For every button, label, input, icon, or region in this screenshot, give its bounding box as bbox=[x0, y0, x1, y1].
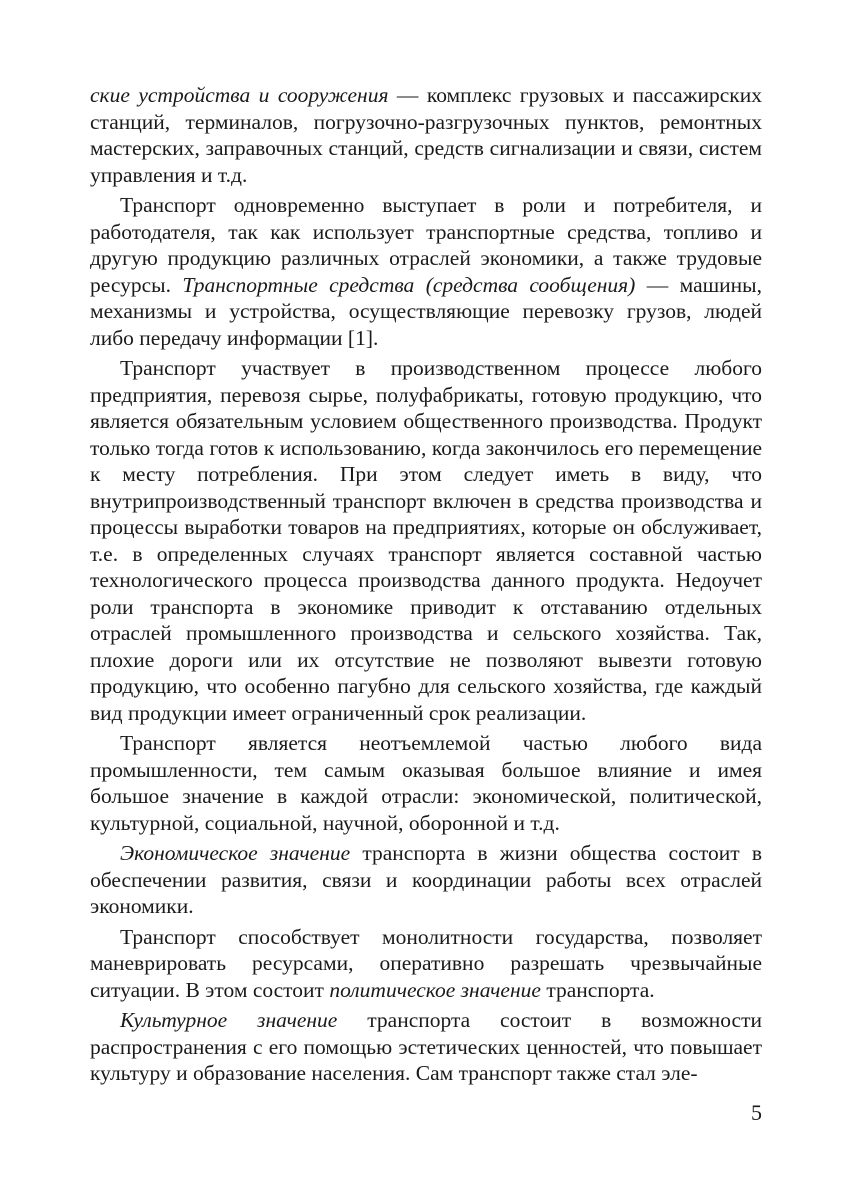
text-span: транспорта. bbox=[540, 977, 655, 1002]
paragraph-1 bbox=[90, 82, 762, 188]
text-span: Транспорт одновременно выступает в роли и потребителя, и работодателя, так как использует транспортные средства, топливо и другую продукцию различных отраслей экономики, а также трудовые ресурсы. bbox=[90, 193, 762, 297]
text-span: Транспорт участвует в производственном процессе любого предприятия, перевозя сырье, полуфабрикаты, готовую продукцию, что является обязательным условием общественного производства. Продукт только тогда готов к использованию, когда закончилось его перемещение к месту потребления. При этом следует иметь в виду, что внутрипроизводственный транспорт включен в средства производства и процессы выработки товаров на предприятиях, которые он обслуживает, т.е. в определенных случаях транспорт является составной частью технологического процесса производства данного продукта. Недоучет роли транспорта в экономике приводит к отставанию отдельных отраслей промышленного производства и сельского хозяйства. Так, плохие дороги или их отсутствие не позволяют вывезти готовую продукцию, что особенно пагубно для сельского хозяйства, где каждый вид продукции имеет ограниченный срок реализации. bbox=[90, 356, 762, 725]
paragraph-2 bbox=[90, 192, 762, 351]
paragraph-5 bbox=[90, 840, 762, 920]
text-span: транспорта состоит в возможности распространения с его помощью эстетических ценностей, что повышает культуру и образование населения. Сам транспорт также стал эле- bbox=[90, 1008, 762, 1085]
paragraph-6 bbox=[90, 924, 762, 1004]
italic-term: ские устройства и сооружения bbox=[90, 83, 389, 107]
text-span: — машины, механизмы и устройства, осуществляющие перевозку грузов, людей либо передачу информации [1]. bbox=[90, 272, 763, 350]
paragraph-7 bbox=[90, 1007, 762, 1087]
italic-term: Транспортные средства (средства сообщения) bbox=[182, 272, 636, 297]
italic-term: Экономическое значение bbox=[120, 841, 351, 865]
italic-term: Культурное значение bbox=[120, 1008, 338, 1032]
paragraph-4 bbox=[90, 730, 762, 836]
text-span: транспорта в жизни общества состоит в обеспечении развития, связи и координации работы всех отраслей экономики. bbox=[90, 841, 762, 918]
page-number: 5 bbox=[751, 1100, 762, 1125]
page-body bbox=[90, 82, 762, 1091]
text-span: Транспорт является неотъемлемой частью любого вида промышленности, тем самым оказывая большое влияние и имея большое значение в каждой отрасли: экономической, политической, культурной, социальной, научной, оборонной и т.д. bbox=[90, 731, 762, 835]
paragraph-3 bbox=[90, 355, 762, 726]
text-span: Транспорт способствует монолитности государства, позволяет маневрировать ресурсами, оперативно разрешать чрезвычайные ситуации. В этом состоит bbox=[90, 924, 762, 1002]
italic-term: политическое значение bbox=[329, 977, 541, 1002]
text-span: — комплекс грузовых и пассажирских станций, терминалов, погрузочно-разгрузочных пунктов, ремонтных мастерских, заправочных станций, средств сигнализации и связи, систем управления и т.д. bbox=[90, 83, 762, 187]
